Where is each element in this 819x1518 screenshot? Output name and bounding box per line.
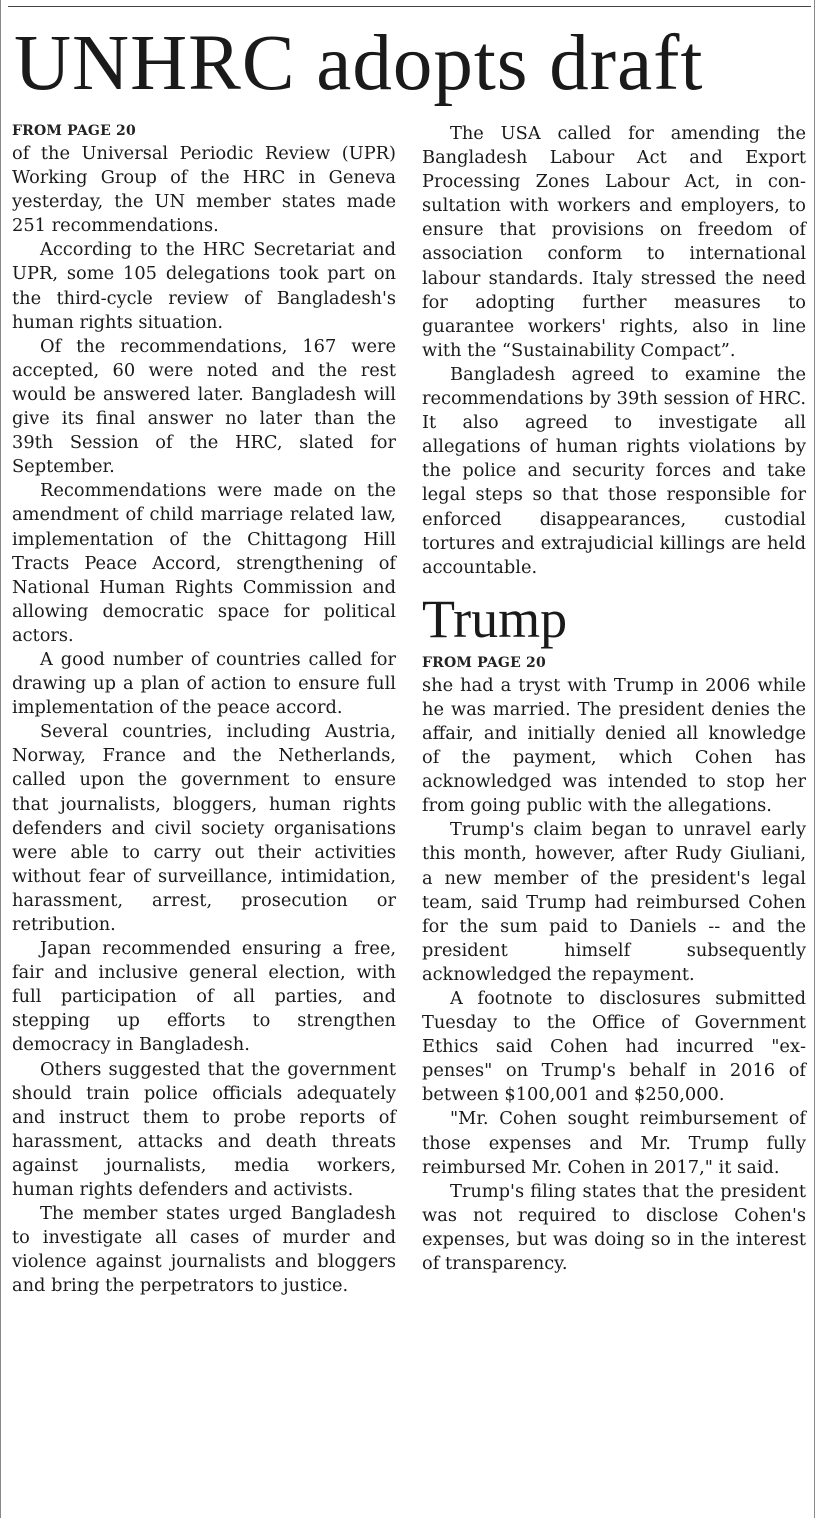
from-page-label: FROM PAGE 20 <box>422 654 546 671</box>
paragraph: The member states urged Bangladesh to investigate all cases of murder and violence against journalists and bloggers and bring the perpetrators to justice. <box>12 1203 396 1297</box>
column-right <box>422 122 806 1276</box>
paragraph: Trump's claim began to unravel early this month, however, after Rudy Giuliani, a new member of the president's legal team, said Trump had reimbursed Cohen for the sum paid to Daniels -- and the president himself subsequently acknowledged the repayment. <box>422 819 806 985</box>
paragraph: "Mr. Cohen sought reimbursement of those expenses and Mr. Trump fully reimbursed Mr. Cohen in 2017," it said. <box>422 1108 806 1178</box>
left-border <box>0 0 1 1518</box>
right-border <box>814 0 815 1518</box>
headline-unhrc: UNHRC adopts draft <box>14 20 704 107</box>
paragraph: Others suggested that the government should train police officials adequately and instruct them to probe reports of harassment, attacks and death threats against journalists, media workers, human rights defenders and activists. <box>12 1058 396 1201</box>
paragraph: The USA called for amending the Bangladesh Labour Act and Export Processing Zones Labour Act, in consultation with workers and employers, to ensure that provisions on freedom of association conform to international labour standards. Italy stressed the need for adopting further measures to guarantee workers' rights, also in line with the “Sustainability Compact”. <box>422 123 806 361</box>
headline-trump: Trump <box>422 588 568 649</box>
top-rule <box>8 6 811 7</box>
paragraph: Bangladesh agreed to examine the recommendations by 39th session of HRC. It also agreed to investigate all allegations of human rights violations by the police and security forces and take legal steps so that those responsible for enforced disappearances, custodial tortures and extrajudicial killings are held accountable. <box>422 363 806 578</box>
paragraph: According to the HRC Secretariat and UPR, some 105 delegations took part on the third-cycle review of Bangladesh's human rights situation. <box>12 239 396 333</box>
paragraph: Japan recommended ensuring a free, fair and inclusive general election, with full participation of all parties, and stepping up efforts to strengthen democracy in Bangladesh. <box>12 938 396 1056</box>
paragraph: Trump's filing states that the president was not required to disclose Cohen's expenses, but was doing so in the interest of transparency. <box>422 1180 806 1275</box>
paragraph: of the Universal Periodic Review (UPR) Working Group of the HRC in Geneva yesterday, the UN member states made 251 recommendations. <box>12 143 396 237</box>
paragraph: A footnote to disclosures submitted Tuesday to the Office of Government Ethics said Cohen had incurred "expenses" on Trump's behalf in 2016 of between $100,001 and $250,000. <box>422 988 806 1106</box>
paragraph: she had a tryst with Trump in 2006 while he was married. The president denies the affair, and initially denied all knowledge of the payment, which Cohen has acknowledged was intended to stop her from going public with the allegations. <box>422 674 806 817</box>
paragraph: A good number of countries called for drawing up a plan of action to ensure full implementation of the peace accord. <box>12 648 396 719</box>
from-page-label: FROM PAGE 20 <box>12 123 136 139</box>
paragraph: Recommendations were made on the amendment of child marriage related law, implementation of the Chittagong Hill Tracts Peace Accord, strengthening of National Human Rights Commission and allowing democratic space for political actors. <box>12 480 396 646</box>
paragraph: Of the recommendations, 167 were accepted, 60 were noted and the rest would be answered later. Bangladesh will give its final answer no later than the 39th Session of the HRC, slated for September. <box>12 335 396 478</box>
paragraph: Several countries, including Austria, Norway, France and the Netherlands, called upon the government to ensure that journalists, bloggers, human rights defenders and civil society organisations were able to carry out their activities without fear of surveillance, intimidation, harassment, arrest, prosecution or retribution. <box>12 721 396 935</box>
column-left <box>12 122 396 1299</box>
